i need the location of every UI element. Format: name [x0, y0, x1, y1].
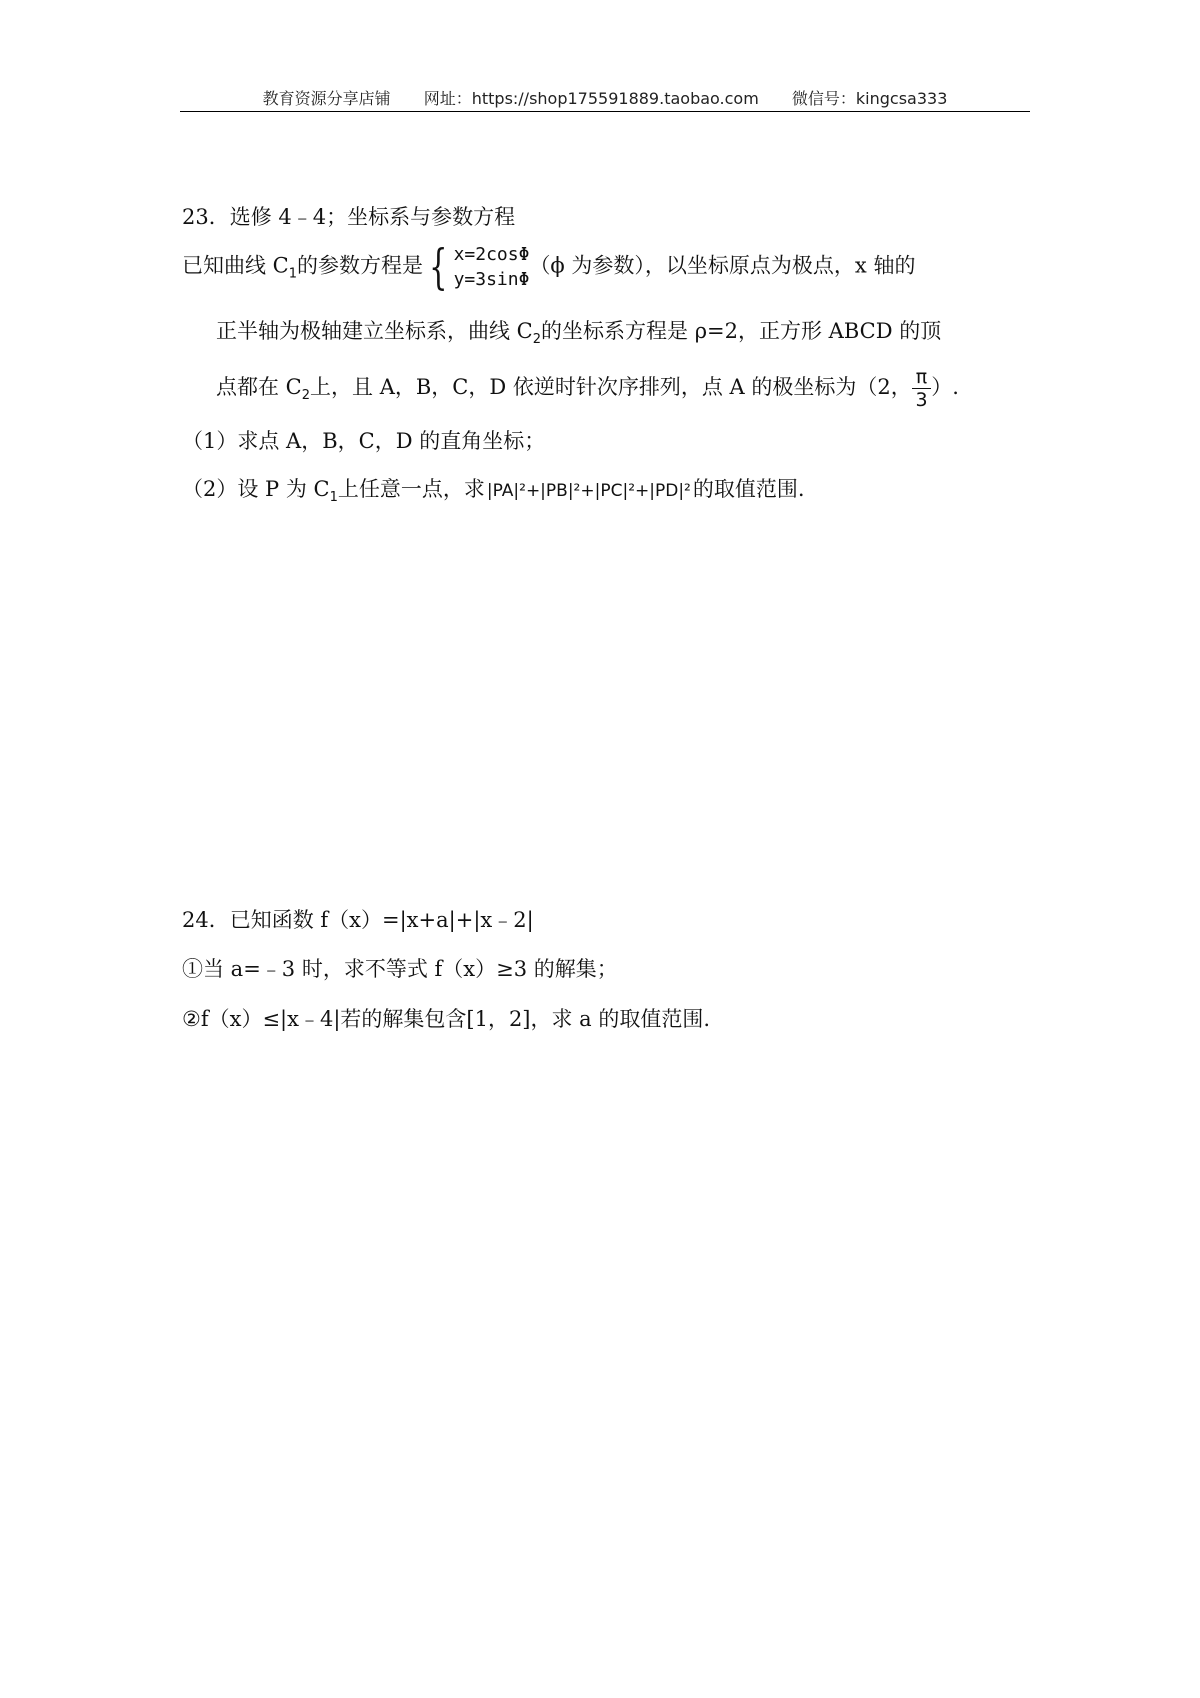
q23-line1: 已知曲线 $C_1$的参数方程是 { x=2cosΦ y=3sinΦ （ϕ 为参数），以坐标原点为极点，x 轴的	[182, 239, 916, 295]
eq-y: y=3sinΦ	[453, 269, 530, 290]
q24-part1: ①当 a=﹣3 时，求不等式 f（x）≥3 的解集；	[182, 957, 618, 981]
brace-symbol: {	[429, 239, 448, 295]
q23-line3: 点都在 $C_2$上，且 A，B，C，D 依逆时针次序排列，点 A 的极坐标为（2， $\frac{\pi}{3}$ ）.	[216, 366, 959, 411]
q24-title: 24．已知函数 f（x）=|x+a|+|x﹣2|	[182, 908, 534, 932]
header-url: 网址：https://shop175591889.taobao.com	[423, 89, 759, 108]
page-header	[180, 86, 1030, 109]
q23-title: 23．选修 4﹣4；坐标系与参数方程	[182, 205, 516, 229]
parametric-system	[423, 239, 530, 295]
q23-part2: （2）设 P 为 $C_1$上任意一点，求 |PA|²+|PB|²+|PC|²+|PD|²的取值范围.	[182, 477, 805, 506]
sum-of-squares-expr: |PA|²+|PB|²+|PC|²+|PD|²	[486, 481, 691, 501]
header-shop: 教育资源分享店铺	[262, 89, 391, 108]
header-wechat: 微信号：kingcsa333	[791, 89, 948, 108]
header-divider	[180, 111, 1030, 112]
q23-line2: 正半轴为极轴建立坐标系，曲线 $C_2$的坐标系方程是 ρ=2，正方形 ABCD 的顶	[216, 319, 942, 348]
q24-part2: ②f（x）≤|x﹣4|若的解集包含[1，2]，求 a 的取值范围.	[182, 1007, 711, 1031]
eq-x: x=2cosΦ	[453, 244, 530, 265]
pi-over-3-fraction: $\frac{\pi}{3}$	[912, 366, 931, 411]
q23-part1: （1）求点 A，B，C，D 的直角坐标；	[182, 429, 546, 453]
